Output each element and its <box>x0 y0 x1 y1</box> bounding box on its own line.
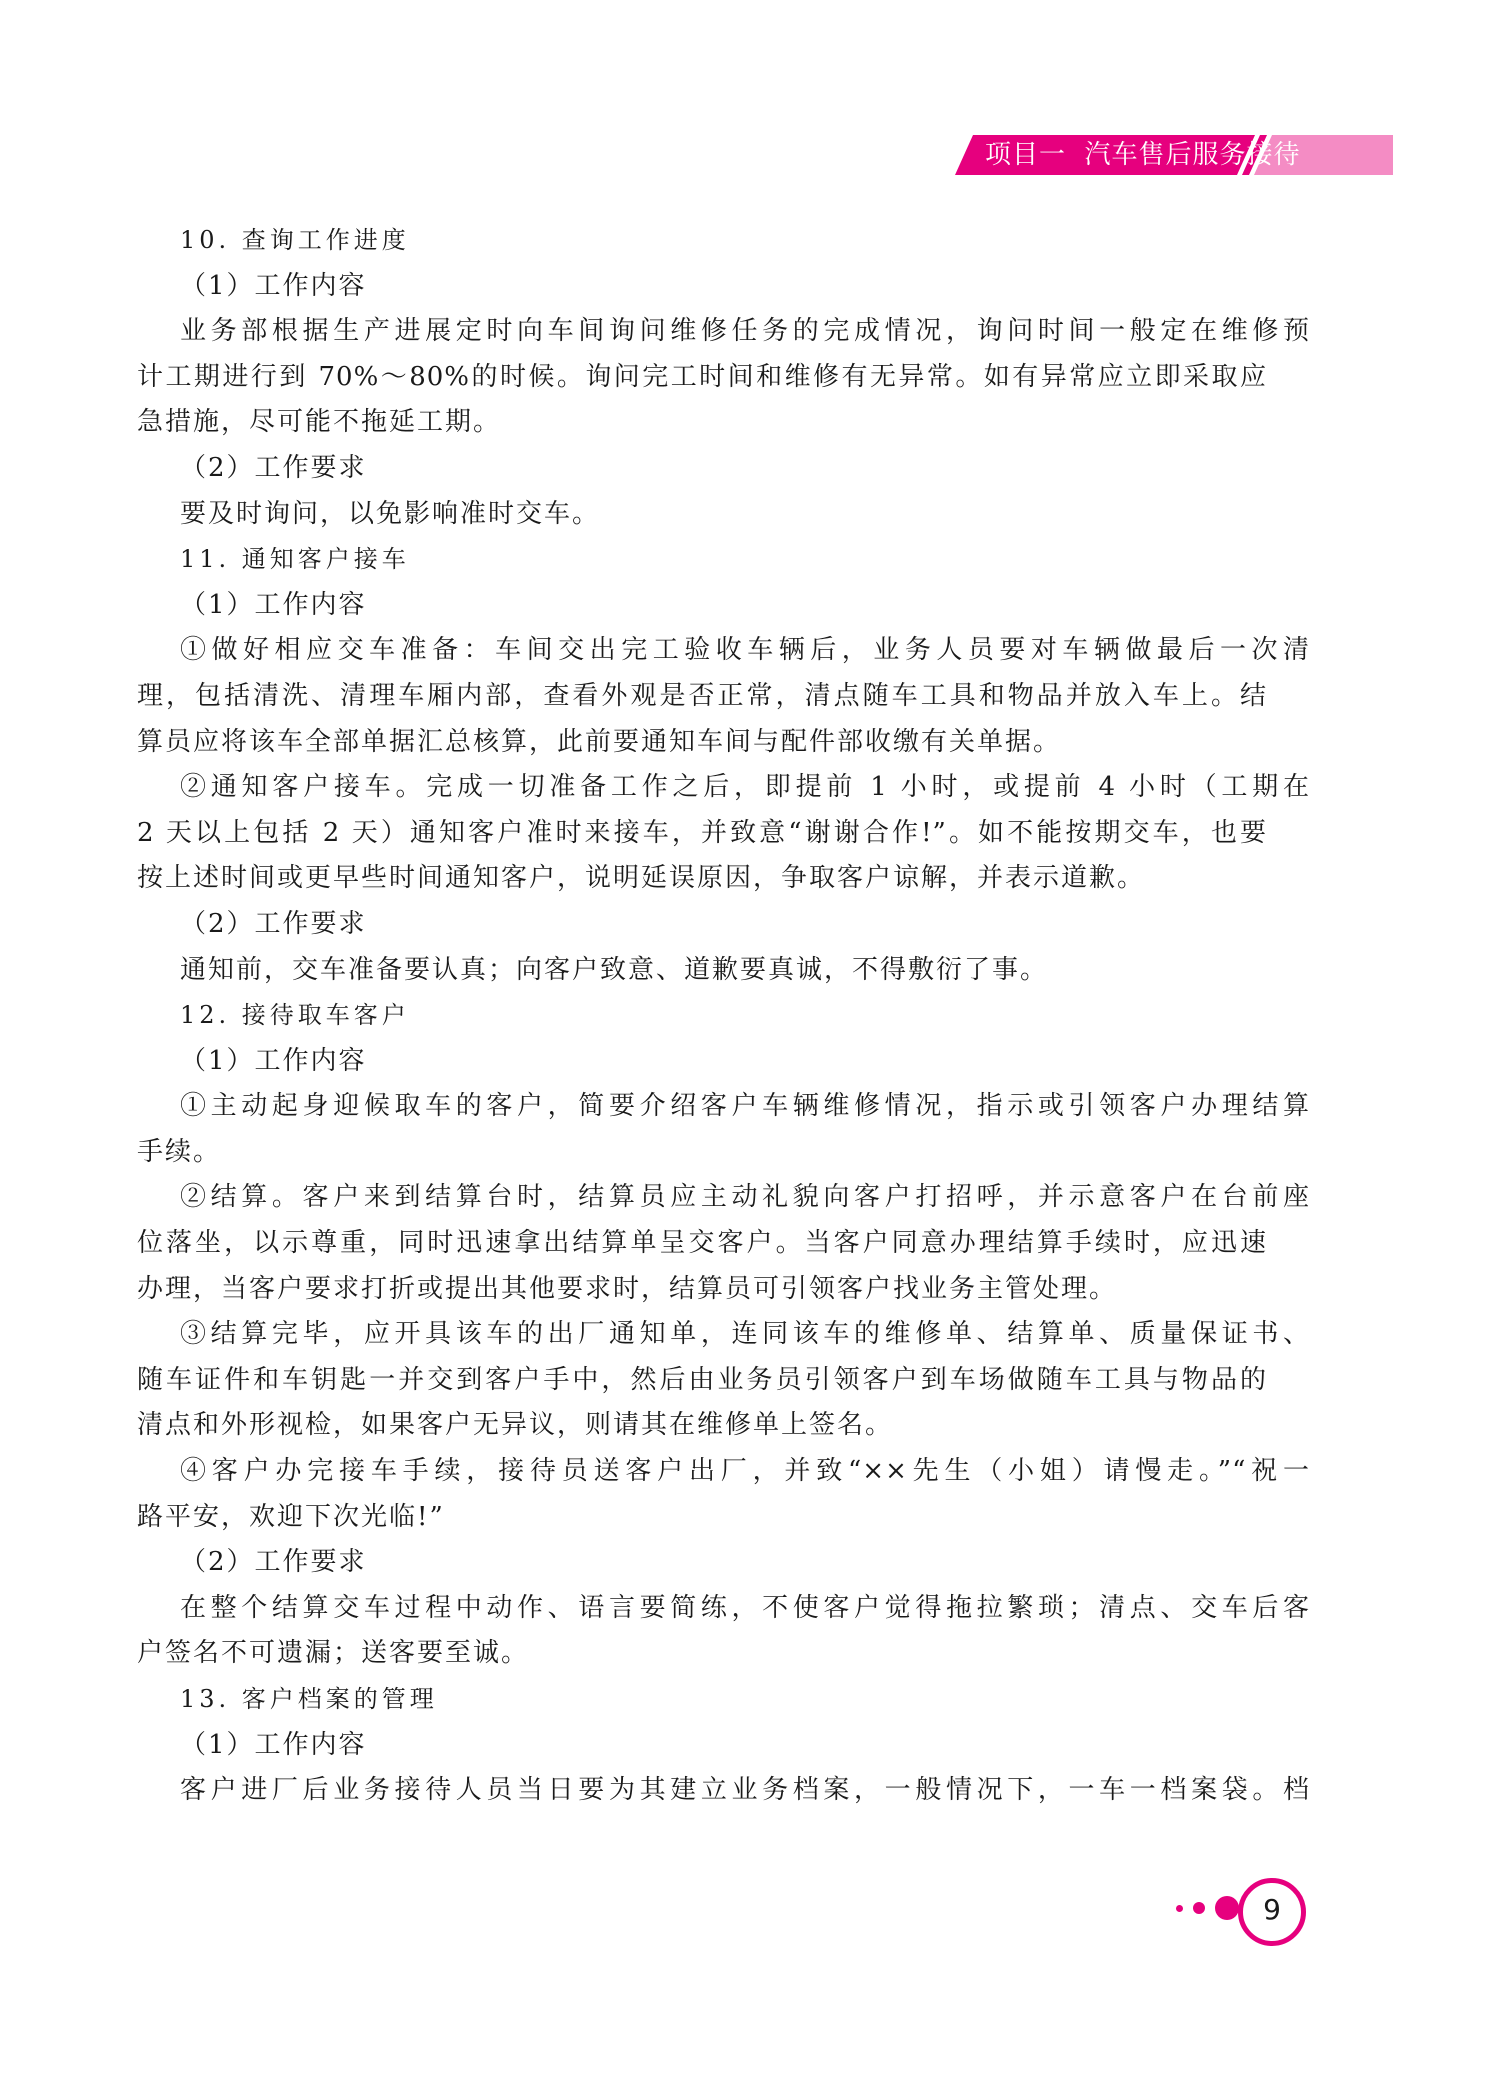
paragraph-line: 随车证件和车钥匙一并交到客户手中，然后由业务员引领客户到车场做随车工具与物品的 <box>137 1364 1267 1395</box>
decorative-dot-small <box>1176 1905 1183 1912</box>
paragraph-line: ③结算完毕，应开具该车的出厂通知单，连同该车的维修单、结算单、质量保证书、 <box>180 1319 1310 1350</box>
subsection-heading: （1）工作内容 <box>180 1729 367 1760</box>
paragraph-line: 办理，当客户要求打折或提出其他要求时，结算员可引领客户找业务主管处理。 <box>137 1273 1118 1304</box>
paragraph-line: ④客户办完接车手续，接待员送客户出厂，并致“××先生（小姐）请慢走。”“祝一 <box>180 1456 1310 1487</box>
paragraph-line: 理，包括清洗、清理车厢内部，查看外观是否正常，清点随车工具和物品并放入车上。结 <box>137 680 1267 711</box>
page-number: 9 <box>1263 1893 1281 1926</box>
paragraph-line: 按上述时间或更早些时间通知客户，说明延误原因，争取客户谅解，并表示道歉。 <box>137 863 1146 894</box>
subsection-heading: （2）工作要求 <box>180 908 367 939</box>
paragraph-line: 通知前，交车准备要认真；向客户致意、道歉要真诚，不得敷衍了事。 <box>180 954 1049 985</box>
paragraph-line: 路平安，欢迎下次光临!” <box>137 1501 445 1532</box>
paragraph-line: 位落坐，以示尊重，同时迅速拿出结算单呈交客户。当客户同意办理结算手续时，应迅速 <box>137 1228 1267 1259</box>
paragraph-line: 清点和外形视检，如果客户无异议，则请其在维修单上签名。 <box>137 1410 894 1441</box>
paragraph-line: 客户进厂后业务接待人员当日要为其建立业务档案，一般情况下，一车一档案袋。档 <box>180 1775 1310 1806</box>
paragraph-line: 2 天以上包括 2 天）通知客户准时来接车，并致意“谢谢合作!”。如不能按期交车，也要 <box>137 817 1267 848</box>
subsection-heading: （1）工作内容 <box>180 1045 367 1076</box>
paragraph-line: 业务部根据生产进展定时向车间询问维修任务的完成情况，询问时间一般定在维修预 <box>180 316 1310 347</box>
section-heading: 11. 通知客户接车 <box>180 545 410 574</box>
paragraph-line: ②通知客户接车。完成一切准备工作之后，即提前 1 小时，或提前 4 小时（工期在 <box>180 772 1310 803</box>
paragraph-line: 在整个结算交车过程中动作、语言要简练，不使客户觉得拖拉繁琐；清点、交车后客 <box>180 1592 1310 1623</box>
paragraph-line: ②结算。客户来到结算台时，结算员应主动礼貌向客户打招呼，并示意客户在台前座 <box>180 1182 1310 1213</box>
paragraph-line: 急措施，尽可能不拖延工期。 <box>137 407 502 438</box>
paragraph-line: 计工期进行到 70%～80%的时候。询问完工时间和维修有无异常。如有异常应立即采取应 <box>137 361 1267 392</box>
paragraph-line: 算员应将该车全部单据汇总核算，此前要通知车间与配件部收缴有关单据。 <box>137 726 1062 757</box>
section-heading: 13. 客户档案的管理 <box>180 1685 438 1713</box>
subsection-heading: （1）工作内容 <box>180 589 367 620</box>
section-heading: 10. 查询工作进度 <box>180 226 410 254</box>
page-number-badge <box>1160 1878 1320 1948</box>
chapter-title: 项目一 汽车售后服务接待 <box>985 140 1301 170</box>
paragraph-line: 手续。 <box>137 1136 222 1167</box>
paragraph-line: 要及时询问，以免影响准时交车。 <box>180 498 601 529</box>
decorative-dot-large <box>1215 1896 1239 1920</box>
section-heading: 12. 接待取车客户 <box>180 1001 410 1030</box>
paragraph-line: 户签名不可遗漏；送客要至诚。 <box>137 1638 530 1669</box>
subsection-heading: （2）工作要求 <box>180 1547 367 1578</box>
subsection-heading: （2）工作要求 <box>180 452 367 483</box>
paragraph-line: ①主动起身迎候取车的客户，简要介绍客户车辆维修情况，指示或引领客户办理结算 <box>180 1091 1310 1122</box>
page-body <box>137 218 1310 1814</box>
paragraph-line: ①做好相应交车准备：车间交出完工验收车辆后，业务人员要对车辆做最后一次清 <box>180 635 1310 666</box>
subsection-heading: （1）工作内容 <box>180 270 367 301</box>
decorative-dot-medium <box>1193 1902 1205 1914</box>
